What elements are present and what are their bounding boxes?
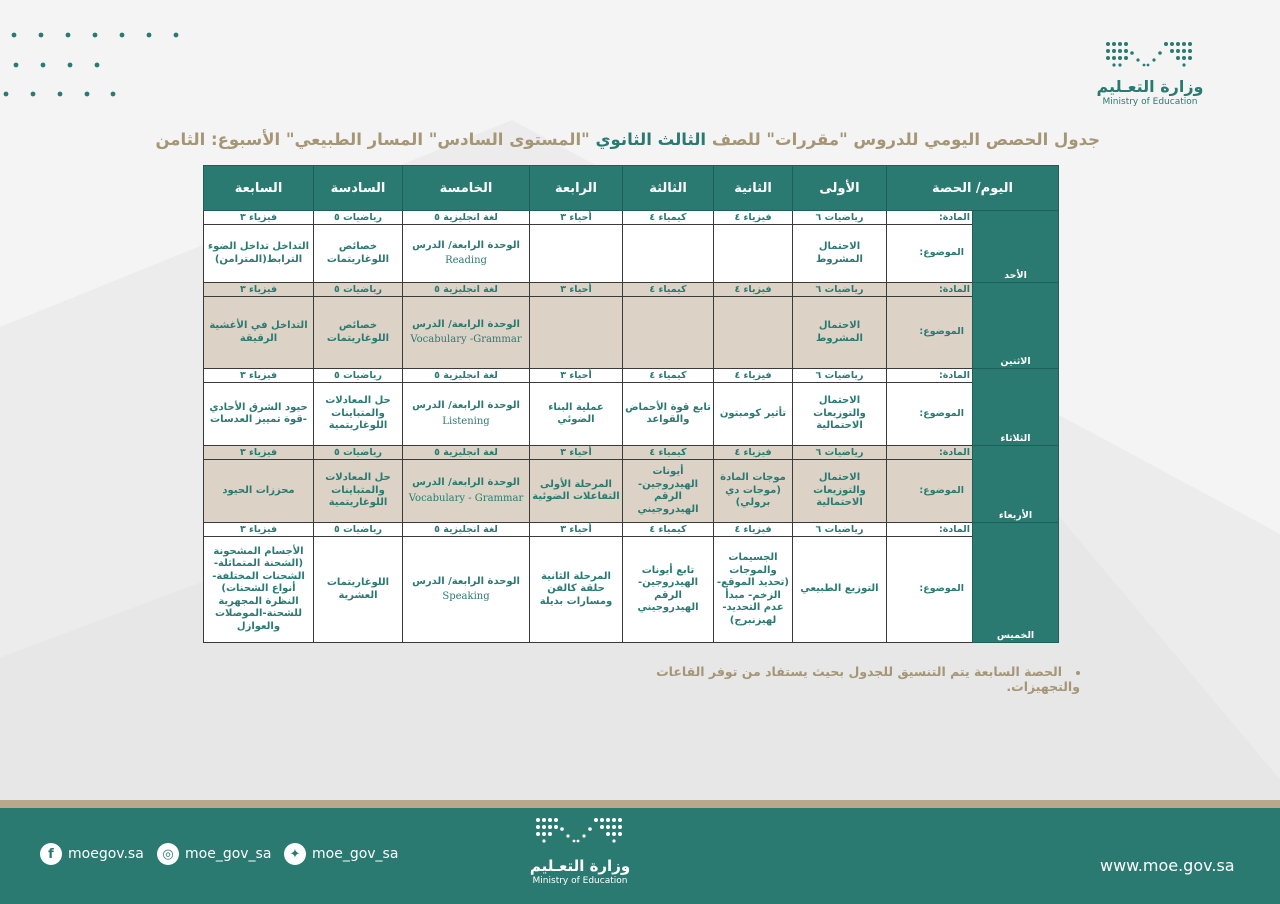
decorative-dots: [0, 25, 200, 115]
subject-label: المادة:: [887, 446, 973, 460]
topic-row: [204, 297, 1059, 369]
subject-cell: فيزياء ٤: [714, 446, 793, 460]
topic-cell: [403, 225, 530, 283]
topic-cell: التوزيع الطبيعي: [793, 537, 887, 643]
subject-cell: رياضيات ٦: [793, 211, 887, 225]
topic-cell: [714, 297, 793, 369]
subject-cell: أحياء ٣: [530, 446, 623, 460]
subject-cell: كيمياء ٤: [623, 523, 714, 537]
topic-row: [204, 537, 1059, 643]
subject-cell: أحياء ٣: [530, 369, 623, 383]
topic-cell: الاحتمال والتوزيعات الاحتمالية: [793, 383, 887, 446]
topic-cell: الاحتمال والتوزيعات الاحتمالية: [793, 460, 887, 523]
subject-cell: فيزياء ٤: [714, 523, 793, 537]
subject-cell: كيمياء ٤: [623, 283, 714, 297]
header-day-period: اليوم/ الحصة: [887, 166, 1059, 211]
topic-cell: [403, 297, 530, 369]
day-name: الأحد: [973, 211, 1059, 283]
facebook-link[interactable]: [40, 842, 144, 866]
subject-row: [204, 211, 1059, 225]
header-row: [204, 166, 1059, 211]
topic-cell: الاحتمال المشروط: [793, 297, 887, 369]
twitter-handle: moe_gov_sa: [312, 846, 399, 862]
topic-cell: [530, 297, 623, 369]
topic-cell: حل المعادلات والمتباينات اللوغاريتمية: [314, 460, 403, 523]
title-grade: الثالث الثانوي: [595, 130, 707, 149]
logo-dots-icon: [1100, 38, 1200, 74]
topic-cell: [623, 297, 714, 369]
instagram-handle: moe_gov_sa: [185, 846, 272, 862]
english-skill: Listening: [442, 415, 490, 427]
topic-label: الموضوع:: [887, 297, 973, 369]
title-part-2: "المستوى السادس" المسار الطبيعي" الأسبوع: الثامن: [155, 130, 596, 149]
topic-cell: حيود الشرق الأحادي -قوة تمييز العدسات: [204, 383, 314, 446]
day-name: الاثنين: [973, 283, 1059, 369]
topic-cell: الجسيمات والموجات (تحديد الموقع- الزخم- مبدأ عدم التحديد- لهيزنبرج): [714, 537, 793, 643]
topic-cell: [623, 225, 714, 283]
subject-label: المادة:: [887, 283, 973, 297]
subject-cell: كيمياء ٤: [623, 446, 714, 460]
subject-cell: أحياء ٣: [530, 523, 623, 537]
subject-cell: فيزياء ٤: [714, 283, 793, 297]
subject-cell: رياضيات ٦: [793, 446, 887, 460]
subject-cell: لغة انجليزية ٥: [403, 523, 530, 537]
instagram-icon: ◎: [157, 843, 179, 865]
header-period: الخامسة: [403, 166, 530, 211]
topic-cell: [530, 225, 623, 283]
ministry-logo: [1070, 38, 1230, 122]
subject-cell: فيزياء ٣: [204, 283, 314, 297]
footer-logo-dots-icon: [530, 815, 630, 849]
topic-cell: [403, 537, 530, 643]
title-part-1: جدول الحصص اليومي للدروس "مقررات" للصف: [706, 130, 1100, 149]
subject-cell: فيزياء ٤: [714, 211, 793, 225]
subject-cell: لغة انجليزية ٥: [403, 283, 530, 297]
topic-cell: تأثير كومبتون: [714, 383, 793, 446]
header-period: السابعة: [204, 166, 314, 211]
topic-text: الوحدة الرابعة/ الدرس: [412, 239, 520, 251]
topic-cell: تابع قوة الأحماض والقواعد: [623, 383, 714, 446]
subject-cell: كيمياء ٤: [623, 369, 714, 383]
topic-cell: أيونات الهيدروجين- الرقم الهيدروجيني: [623, 460, 714, 523]
footer-divider: [0, 800, 1280, 808]
schedule-table: [203, 165, 1059, 643]
subject-cell: فيزياء ٣: [204, 211, 314, 225]
subject-row: [204, 283, 1059, 297]
english-skill: Reading: [445, 255, 487, 266]
topic-cell: خصائص اللوغاريتمات: [314, 225, 403, 283]
header-period: السادسة: [314, 166, 403, 211]
topic-text: الوحدة الرابعة/ الدرس: [412, 400, 520, 411]
footer-logo-english: Ministry of Education: [532, 876, 628, 886]
day-name: الثلاثاء: [973, 369, 1059, 446]
subject-row: [204, 369, 1059, 383]
subject-cell: فيزياء ٣: [204, 446, 314, 460]
topic-cell: موجات المادة (موجات دي برولي): [714, 460, 793, 523]
subject-label: المادة:: [887, 523, 973, 537]
topic-text: الوحدة الرابعة/ الدرس: [412, 318, 520, 330]
topic-row: [204, 383, 1059, 446]
topic-cell: المرحلة الأولى التفاعلات الضوئية: [530, 460, 623, 523]
topic-label: الموضوع:: [887, 383, 973, 446]
subject-cell: أحياء ٣: [530, 211, 623, 225]
footer-logo: [520, 815, 640, 895]
logo-english: Ministry of Education: [1102, 97, 1198, 107]
topic-text: الوحدة الرابعة/ الدرس: [412, 477, 520, 488]
instagram-link[interactable]: [157, 842, 271, 866]
subject-cell: فيزياء ٤: [714, 369, 793, 383]
day-name: الأربعاء: [973, 446, 1059, 523]
english-skill: Vocabulary - Grammar: [408, 492, 524, 504]
twitter-link[interactable]: [284, 842, 398, 866]
topic-cell: التداخل في الأغشية الرقيقة: [204, 297, 314, 369]
subject-row: [204, 523, 1059, 537]
subject-cell: فيزياء ٣: [204, 369, 314, 383]
topic-label: الموضوع:: [887, 460, 973, 523]
topic-label: الموضوع:: [887, 225, 973, 283]
subject-cell: لغة انجليزية ٥: [403, 446, 530, 460]
topic-row: [204, 225, 1059, 283]
english-skill: Vocabulary -Grammar: [410, 334, 522, 345]
topic-cell: تابع أيونات الهيدروجين- الرقم الهيدروجيني: [623, 537, 714, 643]
topic-cell: عملية البناء الضوئي: [530, 383, 623, 446]
header-period: الثالثة: [623, 166, 714, 211]
subject-cell: أحياء ٣: [530, 283, 623, 297]
topic-row: [204, 460, 1059, 523]
topic-cell: الأجسام المشحونة (الشحنة المتماثلة- الشحنات المختلفة- أنواع الشحنات) النظرة المجهرية للشحنة-الموصلات والعوازل: [204, 537, 314, 643]
footer-logo-arabic: وزارة التعـليم: [529, 857, 631, 875]
logo-arabic: وزارة التعـليم: [1096, 77, 1204, 96]
topic-cell: اللوغاريتمات العشرية: [314, 537, 403, 643]
topic-cell: [403, 460, 530, 523]
subject-cell: رياضيات ٥: [314, 523, 403, 537]
subject-cell: رياضيات ٦: [793, 283, 887, 297]
topic-cell: [714, 225, 793, 283]
topic-cell: محززات الحيود: [204, 460, 314, 523]
topic-cell: المرحلة الثانية حلقة كالفن ومسارات بديلة: [530, 537, 623, 643]
day-name: الخميس: [973, 523, 1059, 643]
subject-cell: فيزياء ٣: [204, 523, 314, 537]
footnote: [580, 664, 1080, 694]
subject-cell: رياضيات ٥: [314, 211, 403, 225]
page-title: [155, 130, 1100, 156]
subject-cell: رياضيات ٥: [314, 446, 403, 460]
topic-cell: خصائص اللوغاريتمات: [314, 297, 403, 369]
subject-label: المادة:: [887, 369, 973, 383]
subject-cell: رياضيات ٦: [793, 369, 887, 383]
topic-cell: حل المعادلات والمتباينات اللوغاريتمية: [314, 383, 403, 446]
subject-label: المادة:: [887, 211, 973, 225]
header-period: الثانية: [714, 166, 793, 211]
header-period: الأولى: [793, 166, 887, 211]
twitter-icon: ✦: [284, 843, 306, 865]
subject-cell: لغة انجليزية ٥: [403, 211, 530, 225]
subject-cell: رياضيات ٥: [314, 369, 403, 383]
subject-cell: رياضيات ٦: [793, 523, 887, 537]
subject-row: [204, 446, 1059, 460]
topic-label: الموضوع:: [887, 537, 973, 643]
topic-text: الوحدة الرابعة/ الدرس: [412, 575, 520, 587]
subject-cell: رياضيات ٥: [314, 283, 403, 297]
subject-cell: لغة انجليزية ٥: [403, 369, 530, 383]
header-period: الرابعة: [530, 166, 623, 211]
subject-cell: كيمياء ٤: [623, 211, 714, 225]
english-skill: Speaking: [442, 591, 490, 602]
topic-cell: الاحتمال المشروط: [793, 225, 887, 283]
topic-cell: [403, 383, 530, 446]
facebook-handle: moegov.sa: [68, 846, 144, 862]
facebook-icon: f: [40, 843, 62, 865]
topic-cell: التداخل تداخل الضوء الترابط(المترامن): [204, 225, 314, 283]
website-link[interactable]: www.moe.gov.sa: [1100, 856, 1235, 875]
footnote-text: الحصة السابعة يتم التنسيق للجدول بحيث يستفاد من توفر القاعات والتجهيزات.: [656, 664, 1080, 694]
bullet-icon: [1076, 671, 1080, 675]
